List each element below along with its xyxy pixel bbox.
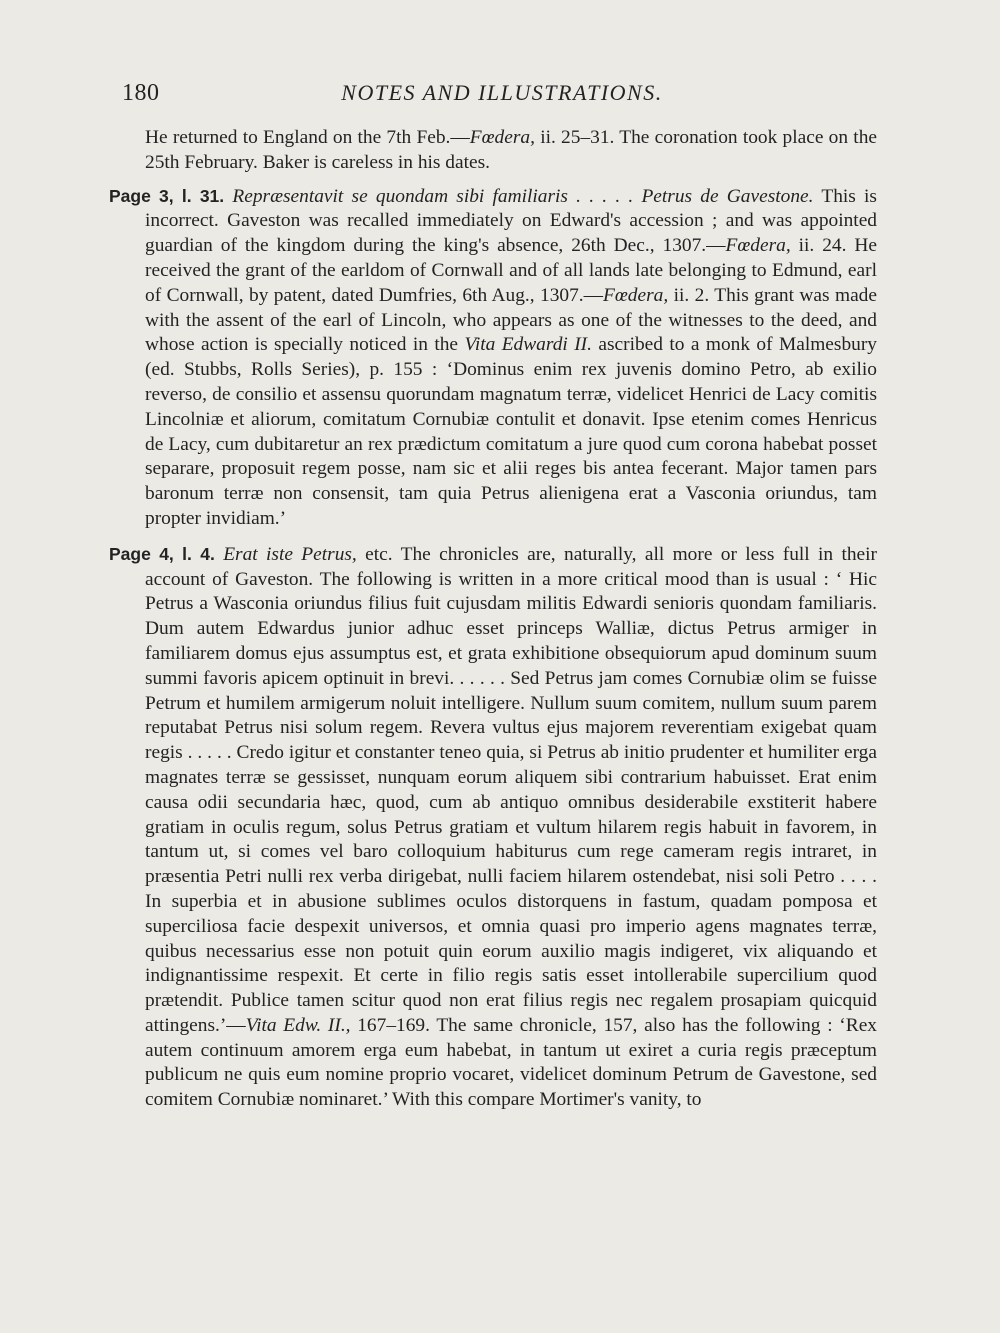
body-text: [109, 126, 878, 1113]
note-citation: Fœdera,: [603, 284, 669, 306]
intro-citation: Fœdera,: [469, 127, 535, 148]
note-citation: Vita Edw. II.,: [245, 1014, 351, 1036]
note-page-3: [109, 184, 878, 532]
note-text: This is incorrect. Gaveston was recalled immediately on Edward's accession ; and was appointed guardian of the kingdom during the king's absence, 26th Dec., 1307.—: [145, 185, 877, 257]
note-text: ii. 2. This grant was made with the assent of the earl of Lincoln, who appears as one of the witnesses to the deed, and whose action is specially noticed in the: [145, 284, 877, 356]
page-header: [122, 80, 882, 114]
intro-text-2: ii. 25–31. The coronation took place on the 25th February. Baker is careless in his dates.: [145, 127, 877, 173]
note-page-4: [109, 542, 877, 1113]
note-text: ii. 24. He received the grant of the earldom of Cornwall and of all lands late belonging to Edmund, earl of Cornwall, by patent, dated Dumfries, 6th Aug., 1307.—: [145, 235, 878, 306]
note-reference: Page 3, l. 31.: [109, 185, 225, 206]
note-text: etc. The chronicles are, naturally, all more or less full in their account of Gaveston. The following is written in a more critical mood than is usual : ‘ Hic Petrus a Wasconia oriundus filius fuit cujusdam militis Edwardi senioris quondam familiaris. Dum autem Edwardus junior adhuc esset princeps Walliæ, dictus Petrus armiger in familiarem domus ejus assumptus est, et grata exhibitione obsequiorum apud dominum suum summi favoris apicem optinuit in brevi. . . . . . Sed Petrus jam comes Cornubiæ olim se fuisse Petrum et humilem armigerum noluit intelligere. Nullum suum comitem, nullum suum parem reputabat Petrus nisi solum regem. Revera vultus ejus majorem reverentiam exigebat quam regis . . . . . Credo igitur et constanter teneo quia, si Petrus ab initio prudenter et humiliter erga magnates terræ se gessisset, nunquam eorum aliquem sibi contrarium habuisset. Erat enim causa odii secundaria hæc, quod, cum ab antiquo omnibus desiderabile exstiterit habere gratiam in oculis regum, solus Petrus gratiam et vultum hilarem regis habuit in favorem, in tantum ut, si comes vel baro colloquium habiturus cum rege cameram regis intraret, in præsentia Petri nulli rex verba dirigebat, nulli faciem hilarem ostendebat, nisi soli Petro . . . . In superbia et in abusione sublimes oculos distorquens in fastum, quadam pomposa et superciliosa facie despexit universos, et omnia quasi pro imperio agens magnates terræ, quibus necessarius esse non potuit quin eorum auxilio magis indigeret, vix aliquando et indignantissime respexit. Et certe in filio regis satis esset intollerabile supercilium quod prætendit. Publice tamen scitur quod non erat filius regis nec regalem prosapiam quicquid attingens.’—: [145, 543, 877, 1036]
note-reference: Page 4, l. 4.: [109, 543, 215, 564]
note-citation: Fœdera,: [725, 235, 791, 257]
page-number: 180: [122, 80, 160, 106]
note-text: 167–169. The same chronicle, 157, also has the following : ‘Rex autem continuum amorem erga eum habebat, in tantum ut exiret a curia regis præceptum publicum ne quis eum nomine proprio vocaret, videlicet dominum Petrum de Gavestone, sed comitem Cornubiæ nominaret.’ With this compare Mortimer's vanity, to: [145, 1014, 877, 1111]
intro-paragraph: [145, 126, 877, 176]
note-lemma: Erat iste Petrus,: [223, 543, 357, 565]
note-citation: Vita Edwardi II.: [464, 334, 592, 356]
running-title: NOTES AND ILLUSTRATIONS.: [341, 80, 663, 105]
intro-text-1: He returned to England on the 7th Feb.—: [145, 127, 470, 148]
note-text: ascribed to a monk of Malmesbury (ed. Stubbs, Rolls Series), p. 155 : ‘Dominus enim rex juvenis domino Petro, ab exilio reverso, de consilio et assensu quorundam magnatum terræ, videlicet Henrici de Lacy comitis Lincolniæ et aliorum, comitatum Cornubiæ contulit et donavit. Ipse etenim comes Henricus de Lacy, cum dubitaretur an rex prædictum comitatum a jure quod cum corona habebat posset separare, proposuit regem posse, nam sic et alii reges bis antea fecerant. Major tamen pars baronum terræ non consensit, tam quia Petrus alienigena erat a Vasconia oriundus, tam propter invidiam.’: [145, 334, 877, 529]
note-lemma: Repræsentavit se quondam sibi familiaris . . . . . Petrus de Gavestone.: [232, 185, 814, 207]
